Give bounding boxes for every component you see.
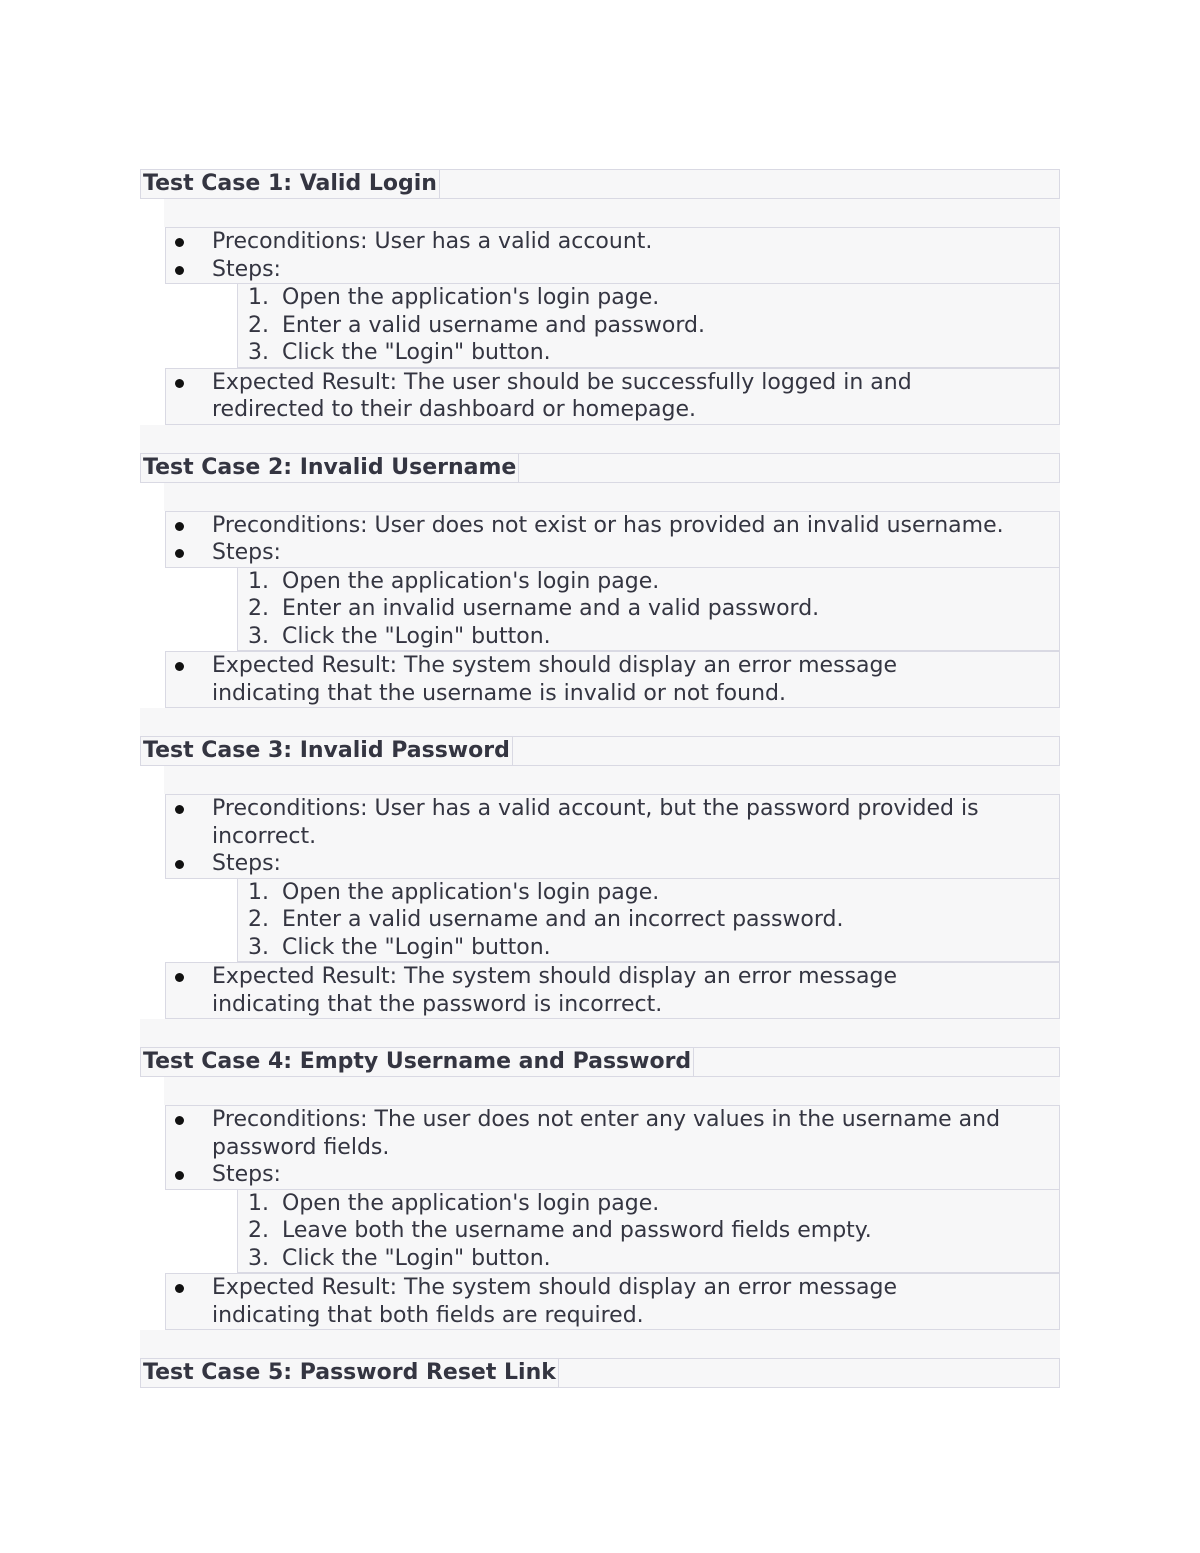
step-item: 1. Open the application's login page. [248,568,660,594]
test-case-2 [140,453,1060,737]
step-item: 2. Enter an invalid username and a valid password. [248,596,820,621]
test-case-5 [140,1358,1060,1388]
preconditions-text: Preconditions: User has a valid account. [212,229,653,254]
preconditions-text: Preconditions: The user does not enter any values in the username and [212,1107,1001,1132]
bullet-icon [175,805,184,814]
bullet-icon [175,662,184,671]
list-item [166,228,1059,256]
preconditions-steps-box [165,227,1060,284]
step-item: 3. Click the "Login" button. [248,340,551,365]
preconditions-steps-box [165,511,1060,568]
bullet-icon [175,522,184,531]
list-item: Expected Result: The system should display an error message indicating that both fields are required. [166,1274,1059,1329]
document-page [140,169,1060,1388]
steps-label: Steps: [212,540,281,565]
bullet-icon [175,1116,184,1125]
bullet-icon [175,379,184,388]
list-item: Expected Result: The user should be successfully logged in and redirected to their dashboard or homepage. [166,369,1059,424]
test-case-1 [140,169,1060,453]
list-item: Expected Result: The system should display an error message indicating that the password is incorrect. [166,963,1059,1018]
list-item [166,1161,1059,1189]
expected-result-text: Expected Result: The system should display an error message [212,653,897,678]
list-item: Expected Result: The system should display an error message indicating that the username is invalid or not found. [166,652,1059,707]
test-case-title: Test Case 2: Invalid Username [141,454,519,482]
steps-list [237,1190,1060,1274]
test-case-heading-bar [140,1358,1060,1388]
bullet-icon [175,1171,184,1180]
steps-label: Steps: [212,851,281,876]
step-item: 3. Click the "Login" button. [248,934,551,960]
step-item: 2. Leave both the username and password fields empty. [248,1218,872,1243]
test-case-title: Test Case 1: Valid Login [141,170,440,198]
list-item [166,539,1059,567]
expected-result-box [165,1273,1060,1330]
expected-result-text: Expected Result: The system should display an error message [212,964,897,989]
steps-list [237,879,1060,963]
test-case-3 [140,736,1060,1047]
test-case-title: Test Case 4: Empty Username and Password [141,1048,694,1076]
test-case-heading-bar [140,169,1060,199]
test-case-heading-bar [140,1047,1060,1077]
step-item: 2. Enter a valid username and an incorrect password. [248,907,844,932]
step-item: 2. Enter a valid username and password. [248,312,706,338]
preconditions-steps-box [165,1105,1060,1190]
step-item: 1. Open the application's login page. [248,285,660,310]
preconditions-steps-box [165,794,1060,879]
bullet-icon [175,973,184,982]
steps-label: Steps: [212,1162,281,1187]
test-case-heading-bar [140,453,1060,483]
step-item: 3. Click the "Login" button. [248,623,551,649]
expected-result-box [165,651,1060,708]
list-item [166,850,1059,878]
expected-result-box [165,962,1060,1019]
steps-list [237,568,1060,652]
test-case-heading-bar [140,736,1060,766]
list-item [166,256,1059,284]
expected-result-text: Expected Result: The user should be successfully logged in and [212,369,912,395]
list-item: Preconditions: The user does not enter any values in the username and password fields. [166,1106,1059,1161]
step-item: 1. Open the application's login page. [248,879,660,905]
step-item: 1. Open the application's login page. [248,1190,660,1216]
test-case-title: Test Case 5: Password Reset Link [141,1359,559,1387]
bullet-icon [175,549,184,558]
bullet-icon [175,266,184,275]
steps-label: Steps: [212,256,281,282]
preconditions-text: Preconditions: User has a valid account, but the password provided is [212,796,979,821]
bullet-icon [175,1284,184,1293]
step-item: 3. Click the "Login" button. [248,1245,551,1271]
list-item [166,512,1059,540]
steps-list [237,284,1060,368]
test-case-4 [140,1047,1060,1358]
expected-result-text: Expected Result: The system should display an error message [212,1275,897,1300]
bullet-icon [175,238,184,247]
bullet-icon [175,860,184,869]
expected-result-box [165,368,1060,425]
list-item: Preconditions: User has a valid account, but the password provided is incorrect. [166,795,1059,850]
preconditions-text: Preconditions: User does not exist or has provided an invalid username. [212,512,1004,538]
test-case-title: Test Case 3: Invalid Password [141,737,513,765]
